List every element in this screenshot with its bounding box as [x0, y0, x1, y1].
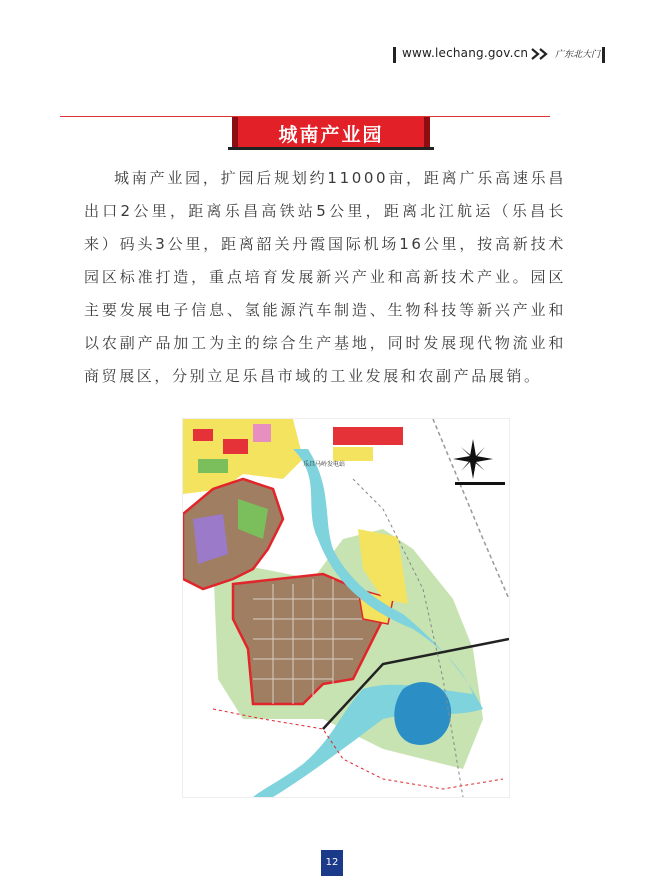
page-number: 12	[321, 850, 343, 876]
header-bar-left	[393, 47, 396, 63]
body-paragraph: 城南产业园，扩园后规划约11000亩，距离广乐高速乐昌出口2公里，距离乐昌高铁站5公里，距离北江航运（乐昌长来）码头3公里，距离韶关丹霞国际机场16公里，按高新技术园区标准打造，重点培育发展新兴产业和高新技术产业。园区主要发展电子信息、氢能源汽车制造、生物科技等新兴产业和以农副产品加工为主的综合生产基地，同时发展现代物流业和商贸展区，分别立足乐昌市域的工业发展和农副产品展销。	[84, 169, 566, 385]
chevron-right-icon	[530, 47, 554, 61]
section-title-banner	[232, 117, 430, 147]
north-arrow-icon	[453, 439, 493, 479]
map-place-label: 乐昌马岭发电站	[303, 461, 346, 468]
header-bar-right	[602, 47, 605, 63]
section-title: 城南产业园	[278, 124, 384, 146]
header-slogan: 广东北大门	[555, 50, 601, 60]
industrial-park-map	[182, 418, 510, 798]
scale-bar	[455, 482, 505, 485]
header-url[interactable]: www.lechang.gov.cn	[402, 46, 529, 60]
